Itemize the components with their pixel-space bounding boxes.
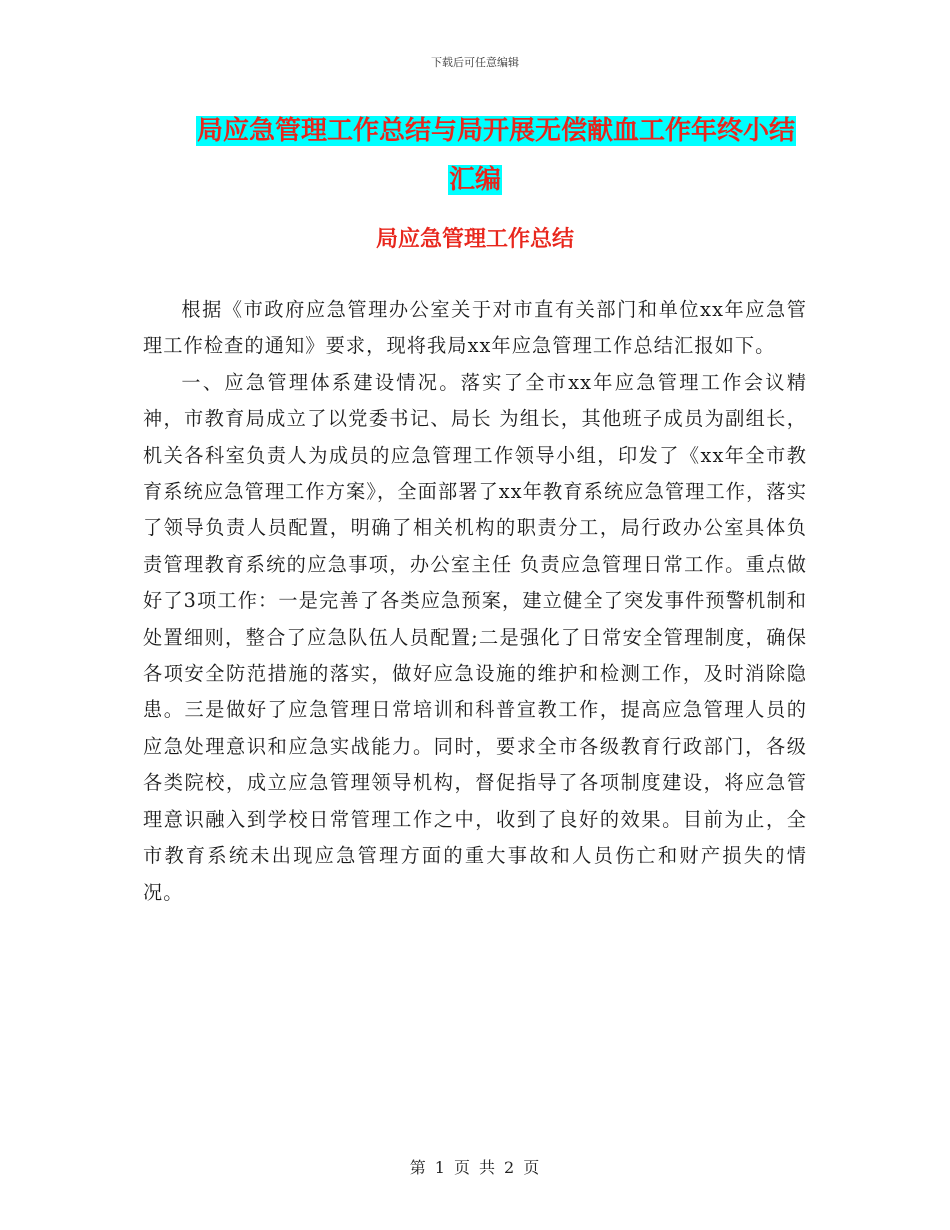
page-current: 1 — [434, 1158, 446, 1177]
page-label-suffix: 页 — [523, 1158, 541, 1177]
page-label-prefix: 第 — [409, 1158, 427, 1177]
document-title — [0, 108, 950, 206]
title-line-1: 局应急管理工作总结与局开展无偿献血工作年终小结 — [196, 116, 795, 146]
total-label: 共 — [479, 1158, 497, 1177]
document-body — [143, 292, 807, 911]
page-label-mid: 页 — [453, 1158, 471, 1177]
paragraph-intro: 根据《市政府应急管理办公室关于对市直有关部门和单位xx年应急管理工作检查的通知》要求，现将我局xx年应急管理工作总结汇报如下。 — [143, 298, 807, 358]
page-footer — [0, 1155, 950, 1178]
header-note: 下载后可任意编辑 — [431, 56, 519, 69]
paragraph-system-building: 一、应急管理体系建设情况。落实了全市xx年应急管理工作会议精神，市教育局成立了以党委书记、局长 为组长，其他班子成员为副组长，机关各科室负责人为成员的应急管理工作领导小组，印发了《xx年全市教育系统应急管理工作方案》，全面部署了xx年教育系统应急管理工作，落实了领导负责人员配置，明确了相关机构的职责分工，局行政办公室具体负责管理教育系统的应急事项，办公室主任 负责应急管理日常工作。重点做好了3项工作：一是完善了各类应急预案，建立健全了突发事件预警机制和处置细则，整合了应急队伍人员配置;二是强化了日常安全管理制度，确保各项安全防范措施的落实，做好应急设施的维护和检测工作，及时消除隐患。三是做好了应急管理日常培训和科普宣教工作，提高应急管理人员的应急处理意识和应急实战能力。同时，要求全市各级教育行政部门，各级各类院校，成立应急管理领导机构，督促指导了各项制度建设，将应急管理意识融入到学校日常管理工作之中，收到了良好的效果。目前为止，全市教育系统未出现应急管理方面的重大事故和人员伤亡和财产损失的情况。 — [143, 370, 807, 904]
page-total: 2 — [504, 1158, 516, 1177]
title-line-2: 汇编 — [448, 165, 501, 195]
section-heading: 局应急管理工作总结 — [375, 227, 574, 252]
